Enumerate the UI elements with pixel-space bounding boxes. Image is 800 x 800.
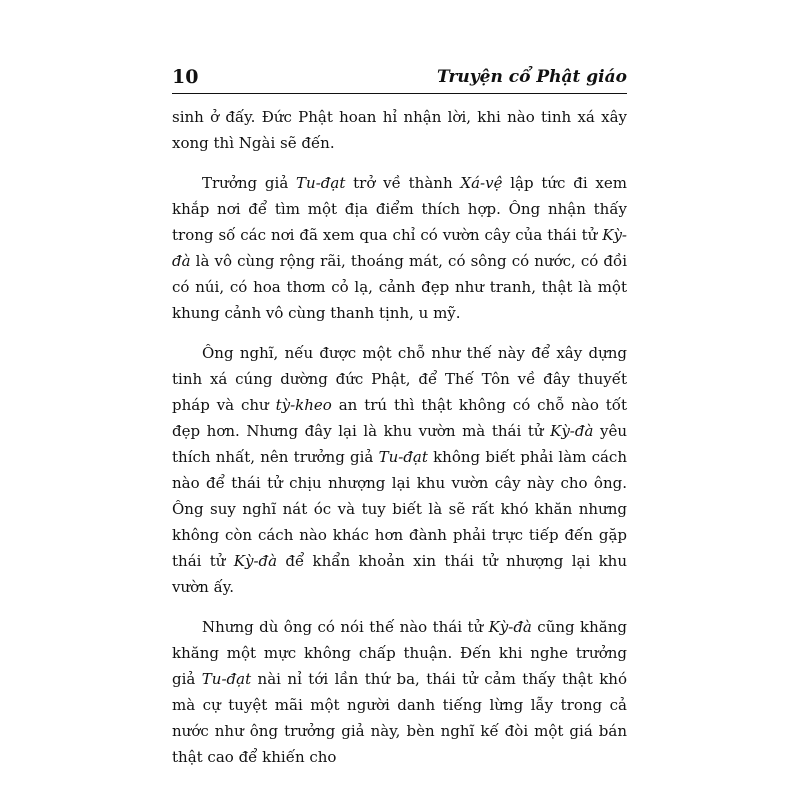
text-segment: yêu thích nhất, nên trưởng giả xyxy=(172,422,627,466)
paragraph-2 xyxy=(172,170,627,326)
page-number: 10 xyxy=(172,66,199,88)
italic-term: Tu-đạt xyxy=(201,670,252,688)
italic-term: Kỳ-đà xyxy=(172,226,627,270)
paragraph-4 xyxy=(172,614,627,770)
italic-term: tỳ-kheo xyxy=(275,396,332,414)
paragraph-1 xyxy=(172,104,627,156)
header-rule xyxy=(172,93,627,94)
text-segment: an trú thì thật không có chỗ nào tốt đẹp hơn. Nhưng đây lại là khu vườn mà thái tử xyxy=(172,396,627,440)
running-title: Truyện cổ Phật giáo xyxy=(437,67,627,87)
text-segment: Ông nghĩ, nếu được một chỗ như thế này để xây dựng tinh xá cúng dường đức Phật, để Thế Tôn về đây thuyết pháp và chư xyxy=(172,344,627,414)
body-text xyxy=(172,104,627,770)
text-segment: không biết phải làm cách nào để thái tử chịu nhượng lại khu vườn cây này cho ông. Ông suy nghĩ nát óc và tuy biết là sẽ rất khó khăn nhưng không còn cách nào khác hơn đành phải trực tiếp đến gặp thái tử xyxy=(172,448,627,570)
text-segment: để khẩn khoản xin thái tử nhượng lại khu vườn ấy. xyxy=(172,552,627,596)
italic-term: Kỳ-đà xyxy=(488,618,532,636)
page-header xyxy=(172,62,627,94)
paragraph-3 xyxy=(172,340,627,600)
italic-term: Tu-đạt xyxy=(296,174,346,192)
italic-term: Tu-đạt xyxy=(378,448,428,466)
text-segment: lập tức đi xem khắp nơi để tìm một địa điểm thích hợp. Ông nhận thấy trong số các nơi đã xem qua chỉ có vườn cây của thái tử xyxy=(172,174,627,244)
italic-term: Xá-vệ xyxy=(460,174,503,192)
text-segment: sinh ở đấy. Đức Phật hoan hỉ nhận lời, khi nào tinh xá xây xong thì Ngài sẽ đến. xyxy=(172,108,627,152)
italic-term: Kỳ-đà xyxy=(233,552,278,570)
text-segment: cũng khăng khăng một mực không chấp thuận. Đến khi nghe trưởng giả xyxy=(172,618,627,688)
text-segment: nài nỉ tới lần thứ ba, thái tử cảm thấy thật khó mà cự tuyệt mãi một người danh tiếng lừng lẫy trong cả nước như ông trưởng giả này, bèn nghĩ kế đòi một giá bán thật cao để khiến cho xyxy=(172,670,627,766)
text-segment: là vô cùng rộng rãi, thoáng mát, có sông có nước, có đồi có núi, có hoa thơm cỏ lạ, cảnh đẹp như tranh, thật là một khung cảnh vô cùng thanh tịnh, u mỹ. xyxy=(172,252,627,322)
text-segment: trở về thành xyxy=(345,174,461,192)
text-segment: Trưởng giả xyxy=(202,174,297,192)
italic-term: Kỳ-đà xyxy=(550,422,594,440)
text-segment: Nhưng dù ông có nói thế nào thái tử xyxy=(202,618,489,636)
